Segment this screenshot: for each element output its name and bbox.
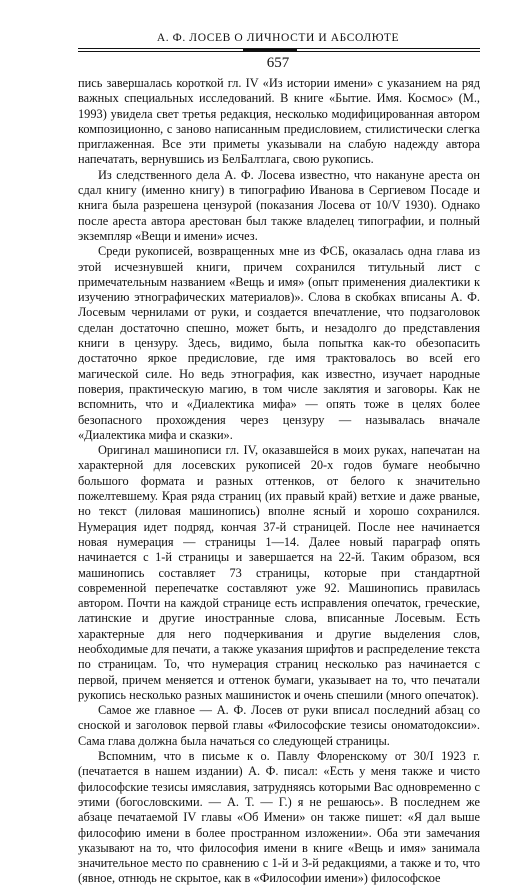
body-text	[78, 76, 480, 887]
header-rule-bottom	[78, 51, 480, 52]
page-number: 657	[266, 55, 290, 71]
paragraph-continued: пись завершалась короткой гл. IV «Из истории имени» с указанием на ряд важных специальных исследований. В книге «Бытие. Имя. Космос» (М., 1993) увидела свет третья редакция, несколько модифицированная автором композиционно, с заново написанным предисловием, стилистически слегка приглаженная. Все эти приметы указывали на слабую надежду автора напечатать, вернувшись из БелБалтлага, свою рукопись.	[78, 76, 480, 167]
paragraph: Самое же главное — А. Ф. Лосев от руки вписал последний абзац со сноской и заголовок первой главы «Философские тезисы ономатодоксии». Сама глава должна была начаться со следующей страницы.	[78, 703, 480, 748]
running-title: А. Ф. ЛОСЕВ О ЛИЧНОСТИ И АБСОЛЮТЕ	[156, 32, 400, 44]
paragraph: Оригинал машинописи гл. IV, оказавшейся в моих руках, напечатан на характерной для лосевских рукописей 20-х годов бумаге необычно большого формата и разных оттенков, от белого к значительно пожелтевшему. Края ряда страниц (их правый край) ветхие и даже рваные, но текст (лиловая машинопись) вполне ясный и хорошо сохранился. Нумерация идет подряд, кончая 37-й страницей. После нее начинается новая нумерация — страницы 1—14. Далее новый параграф опять начинается с 1-й страницы и завершается на 22-й. Таким образом, вся машинопись составляет 73 страницы, которые при стандартной современной перепечатке составляют уже 92. Машинопись правилась автором. Почти на каждой странице есть исправления опечаток, греческие, латинские и другие иностранные слова, вписанные Лосевым. Есть характерные для него подчеркивания и другие выделения слов, необходимые для печати, а также указания шрифтов и распределение текста по страницам. То, что нумерация страниц несколько раз начинается с первой, причем меняется и оттенок бумаги, указывает на то, что печатали рукопись несколько разных машинисток и очень спешили (много опечаток).	[78, 443, 480, 702]
paragraph: Среди рукописей, возвращенных мне из ФСБ, оказалась одна глава из этой исчезнувшей книги, причем сохранился титульный лист с примечательным названием «Вещь и имя» (опыт применения диалектики к изучению этнографических материалов)». Слова в скобках вписаны А. Ф. Лосевым чернилами от руки, и создается впечатление, что подзаголовок сделан достаточно спешно, может быть, и незадолго до представления книги в цензуру. Здесь, видимо, была попытка как-то обезопасить достаточно яркое предисловие, где имя трактовалось во всей его магической силе. Но ведь этнография, как известно, изучает народные поверия, практическую магию, в том числе заклятия и заговоры. Как не вспомнить, что и «Диалектика мифа» — опять тоже в целях более безопасного прохождения через цензуру — называлась вначале «Диалектика мифа и сказки».	[78, 244, 480, 442]
paragraph: Вспомним, что в письме к о. Павлу Флоренскому от 30/I 1923 г. (печатается в нашем издании) А. Ф. писал: «Есть у меня также и чисто философские тезисы имяславия, затрудняясь которыми Вас одновременно с этими (богословскими. — А. Т. — Г.) я не решаюсь». В последнем же абзаце печатаемой IV главы «Об Имени» он также пишет: «Я дал выше философию имени в более пространном изложении». Оба эти замечания указывают на то, что философия имени в книге «Вещь и имя» занимала значительное место по сравнению с 1-й и 3-й редакциями, а также и то, что (явное, отнюдь не скрытое, как в «Философии имени») философское	[78, 749, 480, 886]
paragraph: Из следственного дела А. Ф. Лосева известно, что накануне ареста он сдал книгу (именно книгу) в типографию Иванова в Сергиевом Посаде и книга была разрешена цензурой (показания Лосева от 10/V 1930). Однако после ареста автора арестован был также владелец типографии, и полный экземпляр «Вещи и имени» исчез.	[78, 167, 480, 243]
